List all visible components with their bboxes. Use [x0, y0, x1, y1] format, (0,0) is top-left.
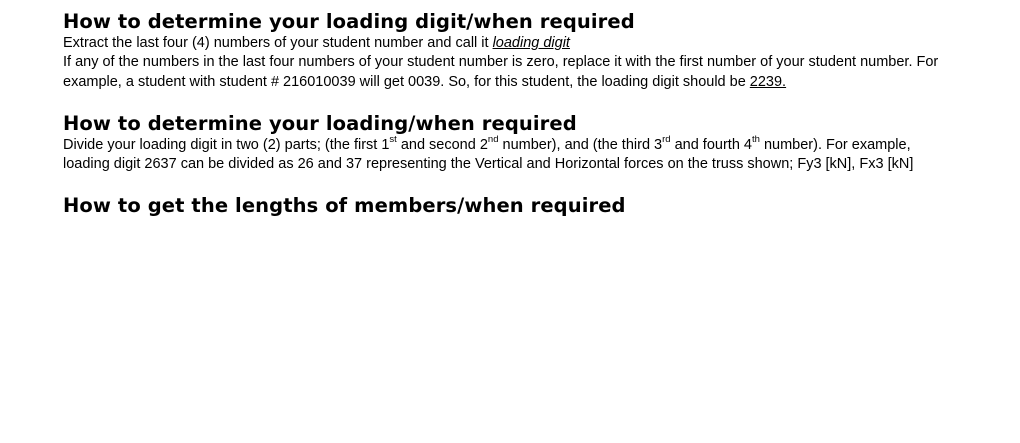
heading-loading: How to determine your loading/when required — [63, 111, 577, 135]
divide-text-e: number). For example, loading digit 2637 can be divided as 26 and 37 representing the Vertical and Horizontal forces on the truss shown; Fy3 [kN], Fx3 [kN] — [63, 136, 914, 173]
paragraph-extract-instruction — [63, 34, 953, 53]
zero-rule-text: If any of the numbers in the last four numbers of your student number is zero, replace it with the first number of your student number. For example, a student with student # 216010039 will get 0039. So, for this student, the loading digit should be — [63, 54, 939, 90]
section-loading-digit — [63, 10, 963, 92]
sup-th: th — [751, 134, 760, 146]
paragraph-divide-instruction — [63, 136, 953, 175]
heading-member-lengths: How to get the lengths of members/when required — [63, 194, 626, 218]
sup-st: st — [389, 134, 397, 146]
divide-text-b: and second 2 — [396, 136, 488, 153]
document-page — [63, 10, 963, 218]
divide-text-d: and fourth 4 — [670, 136, 752, 153]
divide-text-c: number), and (the third 3 — [498, 136, 663, 153]
section-member-lengths — [63, 194, 963, 218]
divide-text-a: Divide your loading digit in two (2) parts; (the first 1 — [63, 136, 390, 153]
sup-rd: rd — [662, 134, 671, 146]
heading-loading-digit: How to determine your loading digit/when required — [63, 10, 635, 33]
loading-digit-term: loading digit — [492, 35, 570, 51]
sup-nd: nd — [487, 134, 499, 146]
section-loading — [63, 112, 963, 175]
extract-text: Extract the last four (4) numbers of your student number and call it — [63, 35, 493, 51]
paragraph-zero-rule — [63, 53, 953, 92]
example-loading-digit: 2239. — [749, 73, 787, 90]
